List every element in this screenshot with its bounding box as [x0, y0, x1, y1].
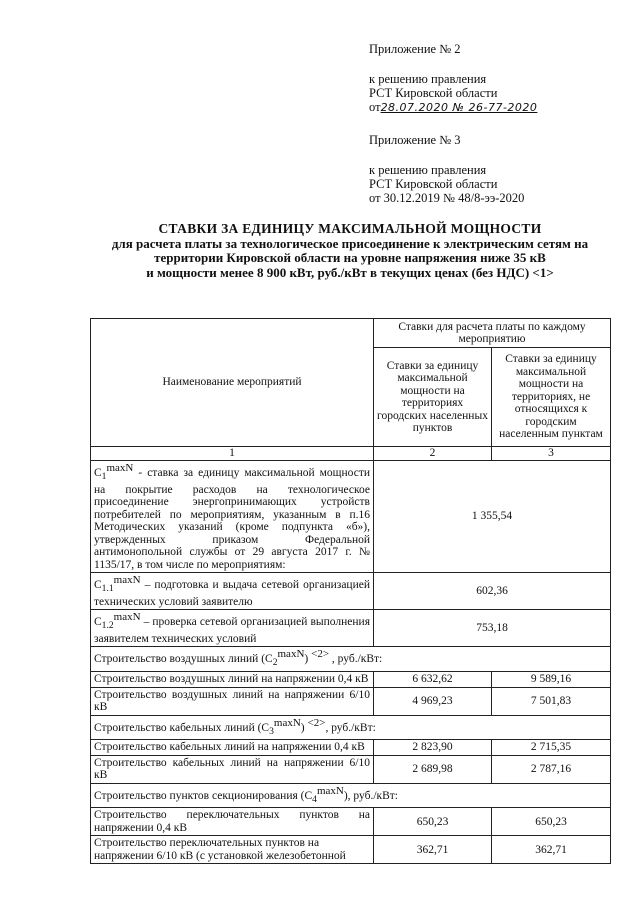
c11-value: 602,36 [374, 573, 611, 610]
appendix-3-line3: от 30.12.2019 № 48/8-ээ-2020 [369, 191, 525, 205]
table-row-c11 [91, 573, 611, 610]
switch-row-rural: 650,23 [492, 808, 611, 836]
column-number-2: 2 [374, 447, 492, 461]
appendix-3-line1: к решению правления [369, 163, 487, 177]
rates-table [90, 318, 611, 864]
header-rural-rate: Ставки за единицу максимальной мощности на территориях, не относящихся к городским населенным пунктам [492, 348, 611, 447]
table-row [91, 687, 611, 715]
c12-value: 753,18 [374, 610, 611, 647]
title-line3: территории Кировской области на уровне напряжения ниже 35 кВ [154, 250, 546, 265]
section-air-lines: Строительство воздушных линий $(C_2^{maxN})$ $^{<2>}$ , руб./кВт: [91, 647, 611, 672]
appendix-2-title: Приложение № 2 [369, 42, 461, 56]
column-number-1: 1 [91, 447, 374, 461]
table-row [91, 808, 611, 836]
appendix-2-line1: к решению правления [369, 72, 487, 86]
air-row-name: Строительство воздушных линий на напряжении 0,4 кВ [91, 672, 374, 688]
table-row-c1 [91, 461, 611, 573]
table-row [91, 755, 611, 783]
air-row-rural: 7 501,83 [492, 687, 611, 715]
switch-row-rural: 362,71 [492, 836, 611, 864]
appendix-2-line2: РСТ Кировской области [369, 86, 498, 100]
air-row-rural: 9 589,16 [492, 672, 611, 688]
switch-row-urban: 362,71 [374, 836, 492, 864]
table-row [91, 740, 611, 756]
appendix-3-line2: РСТ Кировской области [369, 177, 498, 191]
title-line2: для расчета платы за технологическое присоединение к электрическим сетям на [111, 235, 589, 251]
appendix-2-date-prefix: от [369, 100, 381, 114]
header-activity-name: Наименование мероприятий [91, 319, 374, 447]
appendix-2-line3 [369, 100, 537, 115]
c12-description: $C_{1.2}^{maxN}$ – проверка сетевой организацией выполнения заявителем технических условий [91, 610, 374, 647]
cable-row-rural: 2 715,35 [492, 740, 611, 756]
switch-row-urban: 650,23 [374, 808, 492, 836]
switch-row-name: Строительство переключательных пунктов на напряжении 0,4 кВ [91, 808, 374, 836]
appendix-2-reference [369, 72, 537, 115]
cable-row-urban: 2 823,90 [374, 740, 492, 756]
c11-description: $C_{1.1}^{maxN}$ – подготовка и выдача сетевой организацией технических условий заявителю [91, 573, 374, 610]
header-urban-rate: Ставки за единицу максимальной мощности на территориях городских населенных пунктов [374, 348, 492, 447]
table-row [91, 672, 611, 688]
document-title [80, 222, 620, 280]
air-row-urban: 4 969,23 [374, 687, 492, 715]
section-sectioning-points: Строительство пунктов секционирования $(C_4^{maxN})$, руб./кВт: [91, 783, 611, 808]
cable-row-urban: 2 689,98 [374, 755, 492, 783]
title-line4: и мощности менее 8 900 кВт, руб./кВт в текущих ценах (без НДС) <1> [146, 264, 554, 280]
switch-row-name: Строительство переключательных пунктов на напряжении 6/10 кВ (с установкой железобетонной [91, 836, 374, 864]
cable-row-rural: 2 787,16 [492, 755, 611, 783]
c1-value: 1 355,54 [374, 461, 611, 573]
table-row [91, 836, 611, 864]
handwritten-date-number: 28.07.2020 № 26-77-2020 [380, 101, 538, 114]
air-row-name: Строительство воздушных линий на напряжении 6/10 кВ [91, 687, 374, 715]
appendix-3-reference [369, 163, 524, 205]
appendix-3-title: Приложение № 3 [369, 133, 461, 147]
title-main: СТАВКИ ЗА ЕДИНИЦУ МАКСИМАЛЬНОЙ МОЩНОСТИ [158, 221, 542, 236]
column-number-3: 3 [492, 447, 611, 461]
table-row-c12 [91, 610, 611, 647]
c1-description: $C_1^{maxN}$ - ставка за единицу максимальной мощности на покрытие расходов на технологическое присоединение энергопринимающих устройств потребителей по мероприятиям, указанным в п.16 Методических указаний (кроме подпункта «б»), утвержденных приказом Федеральной антимонопольной службы от 29 августа 2017 г. № 1135/17, в том числе по мероприятиям: [91, 461, 374, 573]
cable-row-name: Строительство кабельных линий на напряжении 6/10 кВ [91, 755, 374, 783]
section-cable-lines: Строительство кабельных линий $(C_3^{maxN})$ $^{<2>}$, руб./кВт: [91, 715, 611, 740]
header-group: Ставки для расчета платы по каждому мероприятию [374, 319, 611, 348]
cable-row-name: Строительство кабельных линий на напряжении 0,4 кВ [91, 740, 374, 756]
air-row-urban: 6 632,62 [374, 672, 492, 688]
